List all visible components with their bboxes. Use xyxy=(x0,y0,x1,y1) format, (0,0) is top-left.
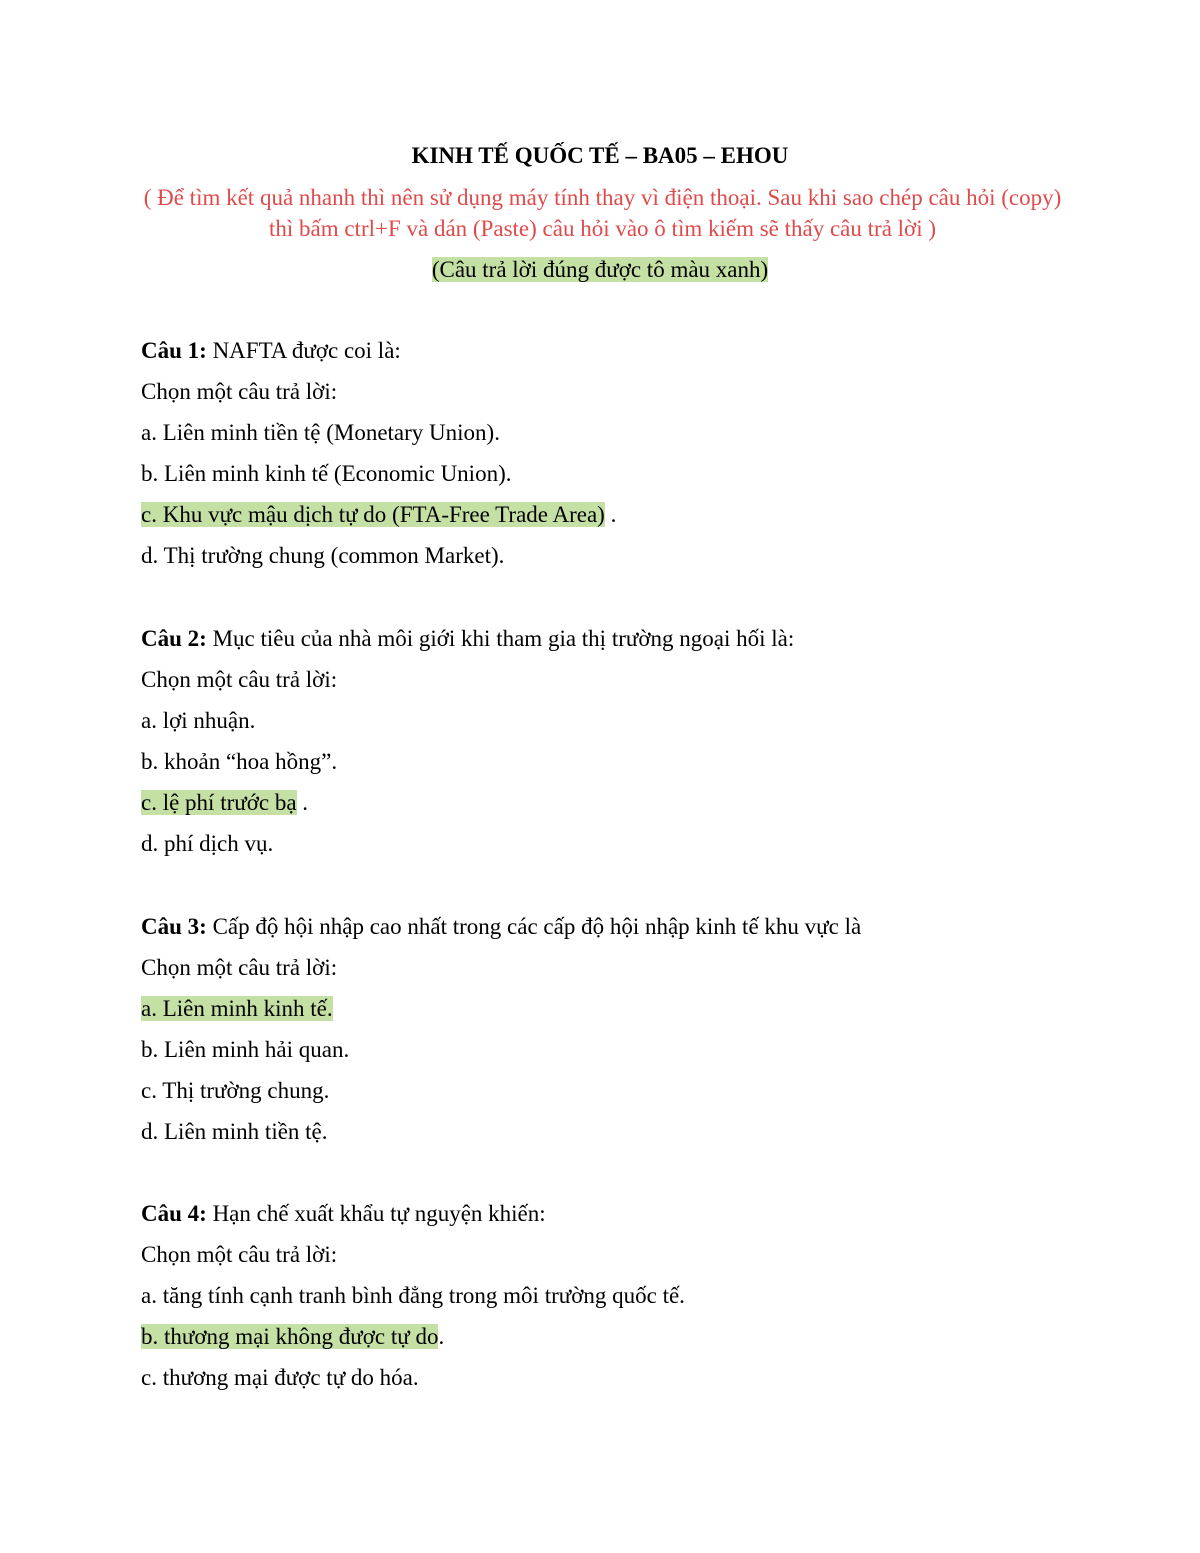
option-text: a. tăng tính cạnh tranh bình đẳng trong môi trường quốc tế. xyxy=(141,1283,685,1308)
question-stem xyxy=(141,330,1141,371)
correct-option-text: c. lệ phí trước bạ xyxy=(141,790,297,815)
question-1 xyxy=(141,330,1141,576)
answer-option-b xyxy=(141,1029,1141,1070)
answer-option-c xyxy=(141,1357,1141,1398)
answer-option-d xyxy=(141,1111,1141,1152)
option-text: a. lợi nhuận. xyxy=(141,708,256,733)
correct-option-text: a. Liên minh kinh tế. xyxy=(141,996,333,1021)
instruction-note: ( Để tìm kết quả nhanh thì nên sử dụng máy tính thay vì điện thoại. Sau khi sao chép câu hỏi (copy) thì bấm ctrl+F và dán (Paste) câu hỏi vào ô tìm kiếm sẽ thấy câu trả lời ) xyxy=(143,185,1062,241)
question-3 xyxy=(141,906,1141,1152)
question-text: Mục tiêu của nhà môi giới khi tham gia thị trường ngoại hối là: xyxy=(212,626,795,651)
option-text: b. Liên minh hải quan. xyxy=(141,1037,350,1062)
question-2 xyxy=(141,618,1141,864)
question-label: Câu 1: xyxy=(141,338,207,363)
option-suffix: . xyxy=(604,502,617,527)
option-text: c. thương mại được tự do hóa. xyxy=(141,1365,419,1390)
answer-prompt: Chọn một câu trả lời: xyxy=(141,955,338,980)
correct-option-text: c. Khu vực mậu dịch tự do (FTA-Free Trade Area) xyxy=(141,502,605,527)
correct-option-text: b. thương mại không được tự do xyxy=(141,1324,439,1349)
question-4 xyxy=(141,1193,1141,1398)
option-suffix: . xyxy=(296,790,309,815)
question-stem xyxy=(141,906,1141,947)
option-text: b. Liên minh kinh tế (Economic Union). xyxy=(141,461,512,486)
answer-prompt: Chọn một câu trả lời: xyxy=(141,1242,338,1267)
answer-option-b-correct xyxy=(141,1316,1141,1357)
option-text: b. khoản “hoa hồng”. xyxy=(141,749,338,774)
option-text: d. Thị trường chung (common Market). xyxy=(141,543,505,568)
question-label: Câu 3: xyxy=(141,914,207,939)
answer-option-a xyxy=(141,412,1141,453)
answer-hint-text: (Câu trả lời đúng được tô màu xanh) xyxy=(431,257,769,282)
question-text: NAFTA được coi là: xyxy=(206,338,401,363)
option-text: a. Liên minh tiền tệ (Monetary Union). xyxy=(141,420,500,445)
answer-prompt: Chọn một câu trả lời: xyxy=(141,379,338,404)
option-text: d. phí dịch vụ. xyxy=(141,831,274,856)
answer-option-c-correct xyxy=(141,494,1141,535)
answer-hint xyxy=(0,254,1200,286)
question-label: Câu 2: xyxy=(141,626,207,651)
answer-option-a-correct xyxy=(141,988,1141,1029)
answer-option-a xyxy=(141,700,1141,741)
option-text: c. Thị trường chung. xyxy=(141,1078,330,1103)
answer-option-d xyxy=(141,535,1141,576)
answer-prompt: Chọn một câu trả lời: xyxy=(141,667,338,692)
answer-option-d xyxy=(141,823,1141,864)
option-suffix: . xyxy=(438,1324,445,1349)
page-title: KINH TẾ QUỐC TẾ – BA05 – EHOU xyxy=(411,143,789,168)
answer-option-c xyxy=(141,1070,1141,1111)
answer-option-b xyxy=(141,741,1141,782)
question-text: Hạn chế xuất khẩu tự nguyện khiến: xyxy=(212,1201,546,1226)
answer-option-a xyxy=(141,1275,1141,1316)
option-text: d. Liên minh tiền tệ. xyxy=(141,1119,328,1144)
question-stem xyxy=(141,618,1141,659)
question-stem xyxy=(141,1193,1141,1234)
answer-option-b xyxy=(141,453,1141,494)
question-label: Câu 4: xyxy=(141,1201,207,1226)
answer-option-c-correct xyxy=(141,782,1141,823)
question-text: Cấp độ hội nhập cao nhất trong các cấp độ hội nhập kinh tế khu vực là xyxy=(212,914,862,939)
